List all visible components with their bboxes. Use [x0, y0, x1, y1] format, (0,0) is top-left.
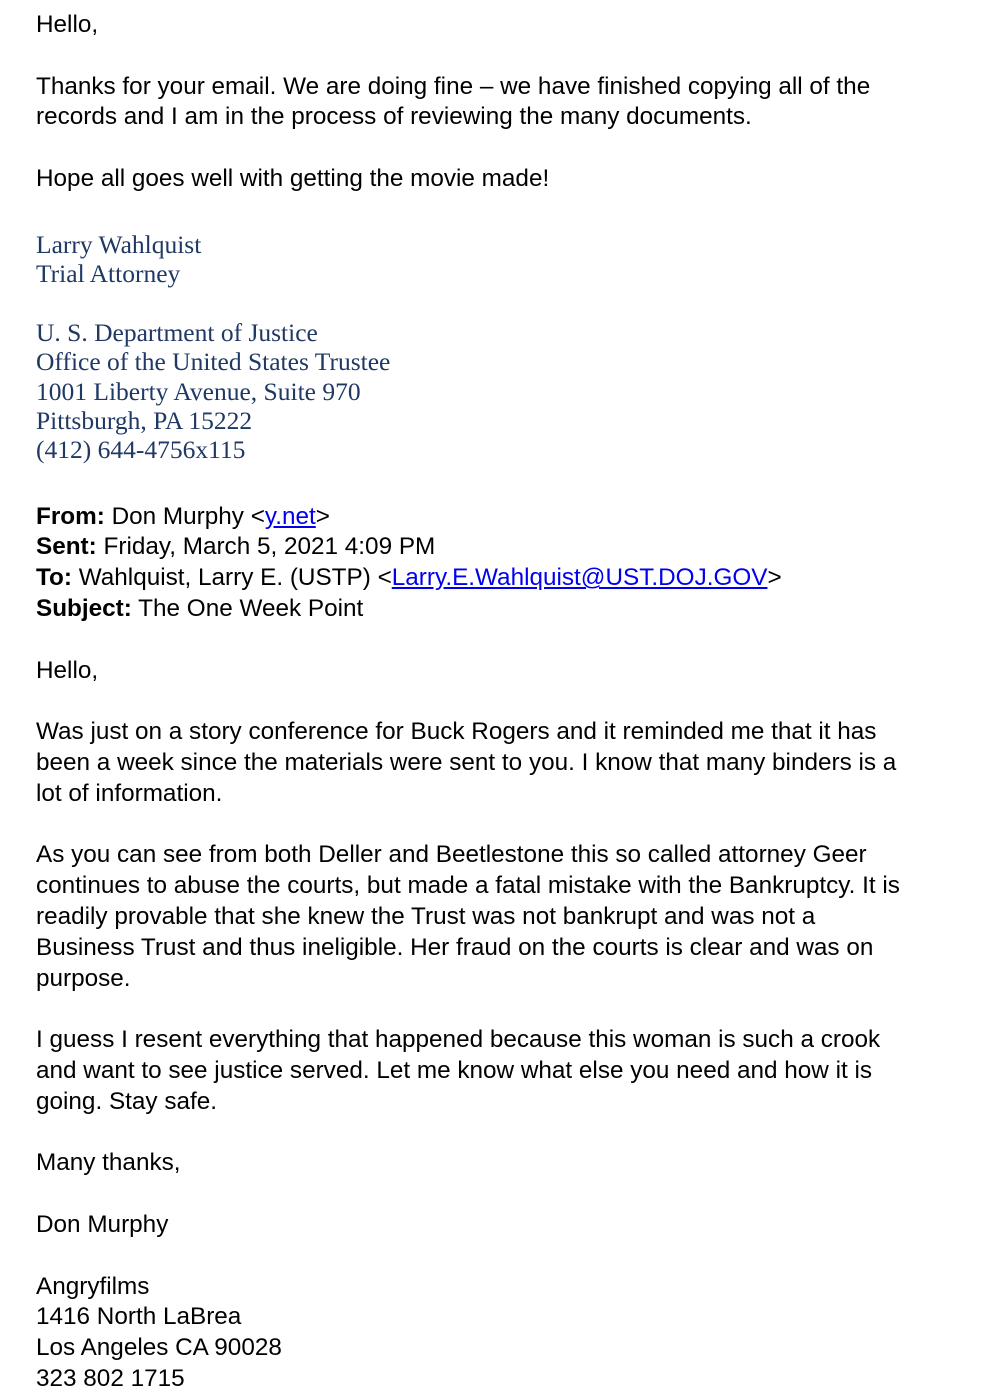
body-line: and want to see justice served. Let me know what else you need and how it is	[36, 1056, 873, 1084]
to-label: To:	[36, 564, 72, 592]
header-to	[36, 563, 976, 594]
sender-name: Don Murphy	[36, 1210, 169, 1238]
body-line: I guess I resent everything that happened because this woman is such a crook	[36, 1026, 881, 1054]
body-line: Business Trust and thus ineligible. Her fraud on the courts is clear and was on	[36, 933, 874, 961]
body-line: purpose.	[36, 964, 131, 992]
signature-phone: (412) 644-4756x115	[36, 435, 246, 465]
spacer	[36, 1118, 976, 1149]
spacer	[36, 1179, 976, 1210]
body-line: readily provable that she knew the Trust was not bankrupt and was not a	[36, 902, 816, 930]
spacer	[36, 288, 976, 317]
signature-org: Office of the United States Trustee	[36, 347, 391, 377]
subject-value: The One Week Point	[138, 595, 364, 622]
sender-company: Angryfilms	[36, 1272, 150, 1300]
sent-label: Sent:	[36, 533, 97, 561]
reply-signature	[36, 199, 976, 465]
reply-greeting: Hello,	[36, 11, 99, 38]
spacer	[36, 994, 976, 1025]
header-from	[36, 502, 976, 533]
to-email-link[interactable]: Larry.E.Wahlquist@UST.DOJ.GOV	[391, 564, 768, 592]
spacer	[36, 686, 976, 717]
reply-body-line: records and I am in the process of reviewing the many documents.	[36, 103, 752, 131]
from-label: From:	[36, 502, 105, 530]
subject-label: Subject:	[36, 595, 132, 622]
signature-address: Pittsburgh, PA 15222	[36, 406, 253, 435]
spacer	[36, 810, 976, 841]
body-line: been a week since the materials were sent to you. I know that many binders is a	[36, 748, 897, 776]
body-line: lot of information.	[36, 779, 223, 807]
spacer	[36, 41, 976, 72]
signature-org: U. S. Department of Justice	[36, 317, 318, 347]
email-document	[36, 10, 976, 1395]
signature-title: Trial Attorney	[36, 258, 181, 288]
reply-body-line: Hope all goes well with getting the movie made!	[36, 164, 550, 192]
body-line: Was just on a story conference for Buck Rogers and it reminded me that it has	[36, 718, 877, 746]
signature-address: 1001 Liberty Avenue, Suite 970	[36, 376, 361, 406]
body-line: going. Stay safe.	[36, 1087, 217, 1115]
body-line: As you can see from both Deller and Beetlestone this so called attorney Geer	[36, 841, 867, 869]
header-subject	[36, 594, 976, 625]
spacer	[36, 133, 976, 164]
to-close: >	[767, 564, 782, 592]
sender-address: 1416 North LaBrea	[36, 1303, 242, 1331]
reply-body-line: Thanks for your email. We are doing fine – we have finished copying all of the	[36, 72, 871, 100]
sender-address: Los Angeles CA 90028	[36, 1334, 282, 1362]
signature-name: Larry Wahlquist	[36, 229, 202, 259]
header-sent	[36, 532, 976, 563]
spacer	[36, 1241, 976, 1272]
to-name: Wahlquist, Larry E. (USTP) <	[78, 564, 392, 592]
closing: Many thanks,	[36, 1149, 181, 1177]
from-name: Don Murphy <	[111, 502, 265, 530]
sent-value: Friday, March 5, 2021 4:09 PM	[103, 533, 436, 561]
body-line: continues to abuse the courts, but made a fatal mistake with the Bankruptcy. It is	[36, 872, 900, 900]
spacer	[36, 471, 976, 502]
spacer	[36, 199, 976, 230]
from-close: >	[315, 502, 330, 530]
from-email-link[interactable]: y.net	[264, 502, 316, 530]
spacer	[36, 625, 976, 656]
sender-phone: 323 802 1715	[36, 1364, 185, 1392]
original-greeting: Hello,	[36, 656, 99, 684]
